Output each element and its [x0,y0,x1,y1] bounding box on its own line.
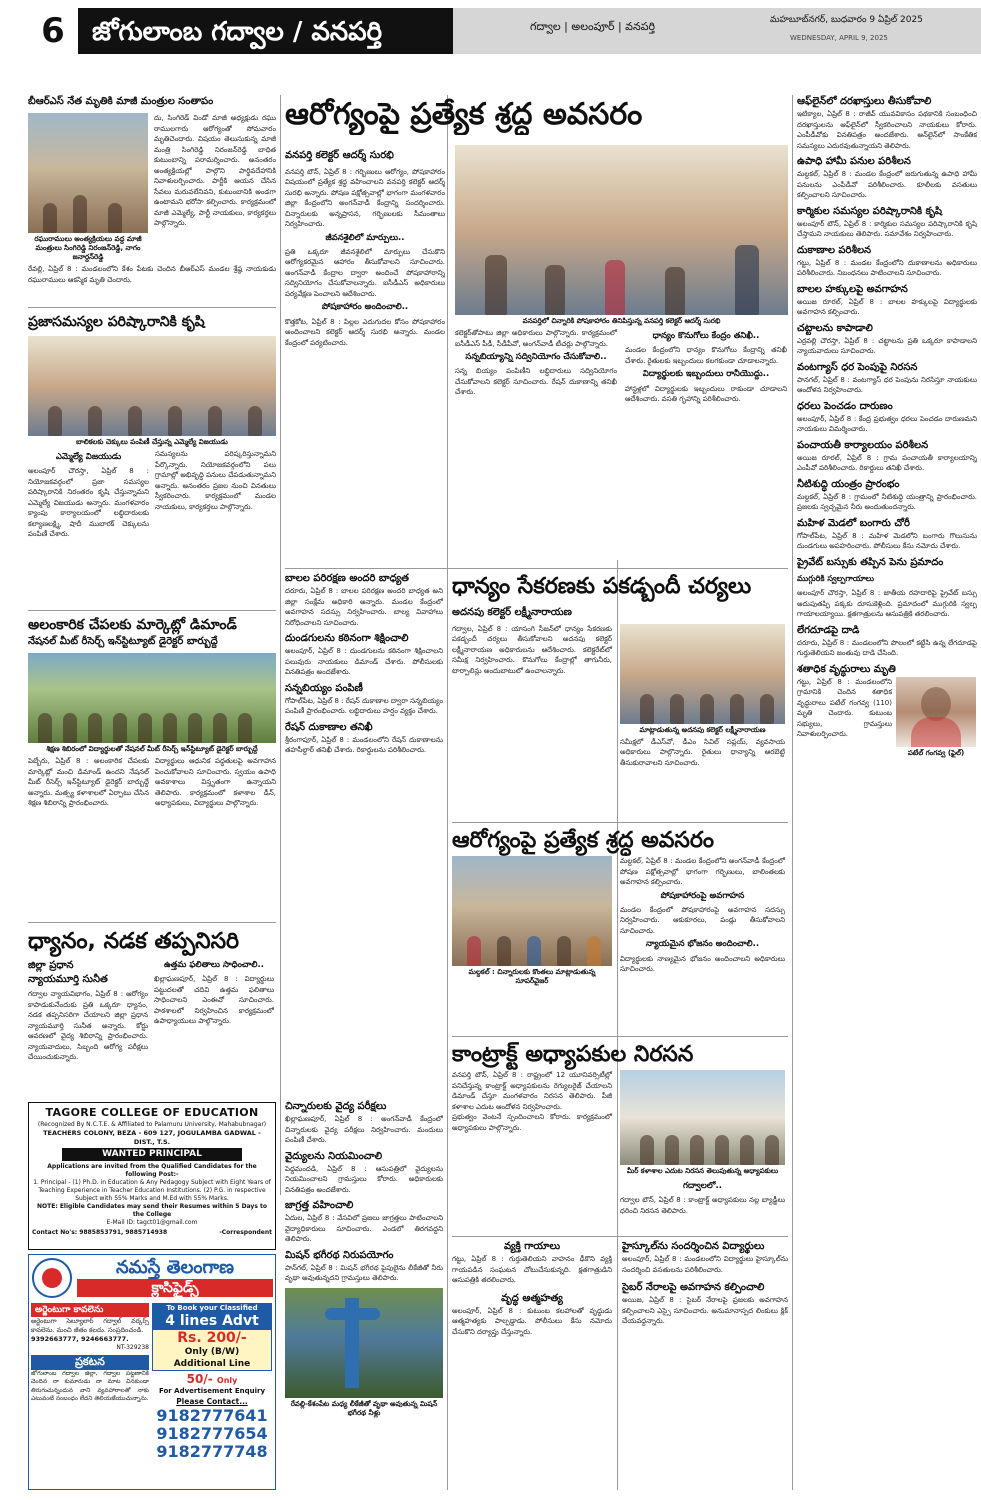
body-text: దరూరు, ఏప్రిల్ 8 : మండలంలోని పొలంలో కట్టేసి ఉన్న లేగదూడపై గుర్తుతెలియని జంతువు దాడి చేసింది. [797,638,977,658]
ad-contact: Contact No's: 9885853791, 9885714938 [32,1228,168,1236]
phone-3: 9182777748 [156,1442,268,1462]
body-text: గద్వాల న్యాయవిభాగం, ఏప్రిల్ 8 : ఆరోగ్యం కాపాడుకునేందుకు ప్రతి ఒక్కరూ ధ్యానం, నడక తప్పనిసరిగా చేయాలని జిల్లా ప్రధాన న్యాయమూర్తి సునీత అన్నారు. కోర్టు ఆవరణలో వైద్య శిబిరాన్ని ప్రారంభించారు. న్యాయవాదులు, సిబ్బంది ఆరోగ్య పరీక్షలు చేయించుకున్నారు. [28,990,148,1061]
body-text: గోపాల్‌పేట, ఏప్రిల్ 8 : రేషన్ దుకాణాల ద్వారా సన్నబియ్యం పంపిణీ ప్రారంభించారు. లబ్ధిదారులు హర్షం వ్యక్తం చేశారు. [285,696,443,715]
center-narrow-bottom [285,1100,443,1490]
headline: ధాన్యం సేకరణకు పకడ్బందీ చర్యలు [452,574,752,599]
extra-only: Only [216,1376,238,1386]
headline: మిషన్ భగీరథ నిరుపయోగం [285,1249,394,1261]
sub-headline: న్యాయమైన భోజనం అందించాలి.. [645,939,760,950]
masthead-date: మహబూబ్‌నగర్, బుధవారం 9 ఏప్రిల్ 2025 [770,15,923,25]
enquiry: For Advertisement Enquiry [158,1387,266,1396]
photo-protest [620,1070,785,1165]
headline: చిన్నారులకు వైద్య పరీక్షలు [285,1101,387,1112]
photo-collector-feeding [455,145,788,315]
column-rule [792,95,793,1490]
body-text: పెబ్బేరు, ఏప్రిల్ 8 : అలంకారిక చేపలకు మార్కెట్లో మంచి డిమాండ్ ఉందని నేషనల్ మీట్ రీసెర్చ్ ఇన్‌స్టిట్యూట్ డైరెక్టర్ బార్బుద్దే అన్నారు. మత్స్య కళాశాలలో ఏర్పాటు చేసిన శిక్షణ శిబిరాన్ని ప్రారంభించారు. [28,757,149,807]
byline: వనపర్తి కలెక్టర్ ఆదర్శ్ సురభి [285,150,394,161]
story-ornamental-fish [28,615,276,920]
headline: దుండగులను కఠినంగా శిక్షించాలి [285,633,409,644]
masthead-places: గద్వాల | అలంపూర్ | వనపర్తి [530,20,656,33]
job-text: అర్జెంటుగా సెల్యూలార్ గద్వాల్ వర్కర్స్ కావలెను. మంచి జీతం కలదు. సంప్రదించండి. [31,1317,149,1335]
body-text: అలంపూర్ టౌన్, ఏప్రిల్ 8 : కార్మికుల సమస్యల పరిష్కారానికి కృషి చేస్తామని నాయకులు తెలిపారు. సమావేశం నిర్వహించారు. [797,219,977,238]
ad-line: NOTE: Eligible Candidates may send their Resumes within 5 Days to the College [37,1202,267,1218]
body-text: అలంపూర్, ఏప్రిల్ 8 : కుటుంబ కలహాలతో వృద్ధుడు ఆత్మహత్యకు పాల్పడ్డాడు. పోలీసులు కేసు నమోదు చేసుకొని దర్యాప్తు చేస్తున్నారు. [452,1306,612,1336]
byline: న్యాయమూర్తి సునీత [28,973,108,985]
photo-caption: మల్దకల్ : చిన్నారులకు కొంతలు మాట్లాడుతున్న సూపర్‌వైజర్ [468,968,596,985]
photo-caption: మీర్ కళాశాల ఎదుట నిరసన తెలుపుతున్న అధ్యాపకులు [626,1167,779,1175]
body-text: దరూరు, ఏప్రిల్ 8 : బాలల పరిరక్షణ అందరి బాధ్యత అని జిల్లా సంక్షేమ అధికారి అన్నారు. మండల కేంద్రంలో అవగాహన సదస్సు నిర్వహించారు. బాల్య వివాహాలు నిరోధించాలని సూచించారు. [285,587,443,627]
headline: లేగదూడపై దాడి [797,624,860,636]
body-text: దు, సింగిరెడ్ విండో మాజీ అధ్యక్షుడు రఘు రాములగారు ఆరోగ్యంతో సోమవారం మృతిచెందారు. విషయం తెలుసుకున్న మాజీ మంత్రి సింగిరెడ్డి నిరంజన్‌రెడ్డి బాధిత కుటుంబాన్ని పరామర్శించారు. అనంతరం అంత్యక్రియల్లో పాల్గొని పార్థివదేహానికి నివాళులర్పించారు. పార్టీకి ఆయన చేసిన సేవలు మరువలేనివని, కుటుంబానికి అండగా ఉంటామని భరోసా కల్పించారు. కార్యక్రమంలో మాజీ ఎమ్మెల్యే, పార్టీ నాయకులు, కార్యకర్తలు పాల్గొన్నారు. [154,114,276,227]
story-meditation [28,927,443,1099]
body-text: పెద్దమందడి, ఏప్రిల్ 8 : ఆసుపత్రిలో వైద్యులను నియమించాలని గ్రామస్తులు కోరారు. అధికారులకు వినతిపత్రం అందజేశారు. [285,1164,443,1194]
body-text: ఏదుల, ఏప్రిల్ 8 : వేసవిలో ప్రజలు జాగ్రత్తలు పాటించాలని వైద్యాధికారులు సూచించారు. ఎండలో తిరగవద్దని తెలిపారు. [285,1214,443,1243]
photo-condolence [28,113,148,233]
sub-headline: ఉత్తమ ఫలితాలు సాధించాలి.. [164,960,264,970]
body-text: గద్వాల టౌన్, ఏప్రిల్ 8 : కాంట్రాక్ట్ అధ్యాపకులు నల్ల బ్యాడ్జీలు ధరించి నిరసన తెలిపారు. [620,1196,785,1215]
body-text: కలెక్టర్‌తోపాటు జిల్లా అధికారులు పాల్గొన్నారు. కార్యక్రమంలో ఐసీడీఎస్ పీడీ, సీడీపీవో, అంగన్‌వాడీ టీచర్లు పాల్గొన్నారు. [455,329,617,348]
page-number: 6 [28,8,78,54]
byline: అదనపు కలెక్టర్ లక్ష్మీనారాయణ [452,607,572,618]
body-text: ప్రభుత్వం వెంటనే స్పందించాలని కోరారు. కార్యక్రమంలో అధ్యాపకులు పాల్గొన్నారు. [452,1113,612,1132]
photo-caption: బాలికలకు చెక్కులు పంపిణీ చేస్తున్న ఎమ్మెల్యే విజయుడు [76,438,228,446]
body-text: వనపర్తి టౌన్, ఏప్రిల్ 8 : గర్భిణులు ఆరోగ్యం, పోషకాహారం విషయంలో ప్రత్యేక శ్రద్ధ వహించాలని వనపర్తి కలెక్టర్ ఆదర్శ్ సురభి అన్నారు. పోషణ పక్షోత్సవాల్లో భాగంగా మంగళవారం జిల్లా కేంద్రంలోని అంగన్‌వాడీ కేంద్రాన్ని సందర్శించారు. చిన్నారులకు అన్నప్రాసన, గర్భిణులకు సీమంతాలు నిర్వహించారు. [285,167,445,228]
body-text: పానగల్, ఏప్రిల్ 8 : వంటగ్యాస్ ధర పెంపును నిరసిస్తూ నాయకులు ఆందోళన నిర్వహించారు. [797,375,977,394]
photo-caption: రఘురాములు అంత్యక్రియలు వద్ద మాజీ మంత్రులు సింగిరెడ్డి నిరంజన్‌రెడ్డి, నాగం జనార్దన్‌రెడ్డి [34,235,142,261]
sub-headline: విద్యార్థులకు ఇబ్బందులు రానీయొద్దు.. [642,369,770,380]
section-title: జోగులాంబ గద్వాల / వనపర్తి [92,17,383,47]
college-name: TAGORE COLLEGE OF EDUCATION [45,1106,259,1119]
photo-elderly-woman [896,677,976,747]
ad-line: TEACHERS COLONY, BEZA - 609 127, JOGULAMBA GADWAL - DIST., T.S. [43,1128,261,1146]
additional-line: Additional Line [173,1359,251,1370]
photo-caption: శిక్షణ శిబిరంలో విద్యార్థులతో నేషనల్ మీట్ రీసెర్చ్ ఇన్‌స్టిట్యూట్ డైరెక్టర్ బార్బుద్దే [46,745,258,753]
headline: ఉపాధి హామీ పనుల పరిశీలన [797,156,911,167]
headline: కాంట్రాక్ట్ అధ్యాపకుల నిరసన [452,1042,694,1067]
headline: శతాధిక వృద్ధురాలు మృతి [797,663,896,675]
headline: హైస్కూల్‌ను సందర్శించిన విద్యార్థులు [622,1241,765,1252]
headline: ధరలు పెంచడం దారుణం [797,400,893,412]
book-line: To Book your Classified [152,1303,272,1313]
price: Rs. 200/- [177,1330,247,1346]
photo-pipeline-leak [285,1288,443,1398]
sub-headline: పోషకాహారంపై అవగాహన [660,890,745,901]
headline: పంచాయతీ కార్యాలయం పరిశీలన [797,439,929,451]
notice-text: జోగులాంబ గద్వాల జిల్లా, గద్వాల పట్టణానికి చెందిన నా కుమారుడు నా మాట వినకుండా తిరుగుచున్నందున వాని వ్యవహారాలతో నాకు ఎటువంటి సంబంధం లేదని తెలియజేయుచున్నాను. [31,1369,149,1403]
photo-cheque-distribution [28,336,276,436]
body-text: హాస్టళ్లలో విద్యార్థులకు ఇబ్బందులు రాకుండా చూడాలని ఆదేశించారు. వసతి గృహాన్ని పరిశీలించారు. [625,384,787,404]
headline: ఆరోగ్యంపై ప్రత్యేక శ్రద్ధ అవసరం [452,828,715,853]
photo-training-camp [28,653,276,743]
right-column [797,95,977,1490]
body-text: అలంపూర్ చౌరస్తా, ఏప్రిల్ 8 : జాతీయ రహదారిపై ప్రైవేట్ బస్సు అదుపుతప్పి పక్కకు దూసుకెళ్లింది. ప్రమాదంలో ముగ్గురికి స్వల్ప గాయాలయ్యాయి. క్షతగాత్రులను ఆసుపత్రికి తరలించారు. [797,589,977,619]
job-phone: 9392663777, 9246663777. [31,1335,129,1344]
headline: ప్రజాసమస్యల పరిష్కారానికి కృషి [28,314,205,330]
ad-correspondent: -Correspondent [219,1228,272,1236]
headline: జాగ్రత్త వహించాలి [285,1200,354,1211]
headline: అలంకారిక చేపలకు మార్కెట్లో డిమాండ్ [28,617,237,633]
headline: ధ్యానం, నడక తప్పనిసరి [28,929,240,954]
body-text: శ్రీరంగాపూర్, ఏప్రిల్ 8 : మండలంలోని రేషన్ దుకాణాలను తహసీల్దార్ తనిఖీ చేశారు. రికార్డులను పరిశీలించారు. [285,735,443,754]
classifieds-title: నమస్తే తెలంగాణ [77,1257,273,1279]
center-narrow-top [285,572,443,922]
job-code: NT-329238 [116,1343,149,1351]
body-text: ఖిల్లాఘణపూర్, ఏప్రిల్ 8 : విద్యార్థులు పట్టుదలతో చదివి ఉత్తమ ఫలితాలు సాధించాలని ఎంఈవో సూచించారు. పాఠశాలలో నిర్వహించిన కార్యక్రమంలో ఉపాధ్యాయులు పాల్గొన్నారు. [154,975,274,1026]
story-public-issues [28,312,276,612]
byline: ముగ్గురికి స్వల్పగాయాలు [797,573,874,583]
photo-caption: వనపర్తిలో చిన్నారికి పోషకాహారం తినిపిస్తున్న వనపర్తి కలెక్టర్ ఆదర్శ్ సురభి [522,317,721,325]
classifieds-logo-seal [32,1258,72,1298]
story-brs-condolence [28,95,276,305]
headline: నీటిశుద్ధి యంత్రం ప్రారంభం [797,478,900,490]
photo-caption: రేవల్లి-కేశంపేట మధ్య లీకేజీతో వృథా అవుతున్న మిషన్ భగీరథ నీళ్లు [290,1399,438,1417]
main-story-col1 [285,145,445,565]
body-text: అయిజ రూరల్, ఏప్రిల్ 8 : బాలల హక్కులపై విద్యార్థులకు అవగాహన కల్పించారు. [797,297,977,316]
extra-price: 50/- [186,1372,213,1387]
body-text: అలంపూర్, ఏప్రిల్ 8 : దుండగులను కఠినంగా శిక్షించాలని పలువురు నాయకులు డిమాండ్ చేశారు. పోలీసులకు వినతిపత్రం అందజేశారు. [285,647,443,676]
body-text: అయిజ, ఏప్రిల్ 8 : సైబర్ నేరాలపై ప్రజలకు అవగాహన కల్పించాలని ఎస్సై సూచించారు. అనుమానాస్పద లింకులు క్లిక్ చేయవద్దన్నారు. [622,1296,788,1325]
ad-line: Applications are invited from the Qualified Candidates for the following Post:- [47,1162,257,1178]
please-contact: Please Contact... [176,1396,248,1406]
headline: బాలల హక్కులపై అవగాహన [797,283,908,295]
main-headline-wrap [285,95,788,137]
body-text: రేవల్లి, ఏప్రిల్ 8 : మండలంలోని కేశం పేటకు చెందిన బీఆర్ఎస్ మండల శ్రేష్ఠ నాయకుడు రఘురాములు ఆకస్మిక మృతి చెందారు. [28,265,276,284]
ad-email: E-Mail ID: tagct01@gmail.com [106,1218,198,1226]
body-text: మల్దకల్, ఏప్రిల్ 8 : మండల కేంద్రంలోని అంగన్‌వాడీ కేంద్రంలో పోషణ పక్షోత్సవాల్లో భాగంగా గర్భిణులు, బాలింతలకు అవగాహన కల్పించారు. [620,857,785,886]
photo-review-meeting [620,624,785,724]
body-text: అలంపూర్ చౌరస్తా, ఏప్రిల్ 8 : నియోజకవర్గంలో ప్రజా సమస్యల పరిష్కారానికి నిరంతరం కృషి చేస్తున్నామని ఎమ్మెల్యే విజయుడు అన్నారు. మంగళవారం క్యాంపు కార్యాలయంలో లబ్ధిదారులకు కల్యాణలక్ష్మి, షాదీ ముబారక్ చెక్కులను పంపిణీ చేశారు. [28,467,149,539]
body-text: గద్వాల, ఏప్రిల్ 8 : యాసంగి సీజన్‌లో ధాన్యం సేకరణకు పకడ్బందీ చర్యలు తీసుకోవాలని అదనపు కలెక్టర్ లక్ష్మీనారాయణ అధికారులను ఆదేశించారు. కలెక్టరేట్‌లో సమీక్ష నిర్వహించారు. కొనుగోలు కేంద్రాల్లో తాగునీరు, టార్పాలిన్లు అందుబాటులో ఉంచాలన్నారు. [452,624,612,675]
headline: బీఆర్ఎస్ నేత మృతికి మాజీ మంత్రుల సంతాపం [28,96,214,107]
headline: సైబర్ నేరాలపై అవగాహన కల్పించాలి [622,1282,765,1293]
masthead [0,0,981,60]
story-grain-procurement [452,572,788,822]
body-text: వనపర్తి టౌన్, ఏప్రిల్ 8 : రాష్ట్రంలో 12 యూనివర్సిటీల్లో పనిచేస్తున్న కాంట్రాక్ట్ అధ్యాపకులను రెగ్యులరైజ్ చేయాలని డిమాండ్ చేస్తూ మంగళవారం నిరసన తెలిపారు. పీజీ కళాశాల ఎదుట ఆందోళన నిర్వహించారు. [452,1071,612,1111]
sub-headline: జీవనశైలిలో మార్పులు.. [325,232,405,243]
body-text: సన్న బియ్యం పంపిణీని లబ్ధిదారులు సద్వినియోగం చేసుకోవాలని కలెక్టర్ సూచించారు. రేషన్ దుకాణాన్ని తనిఖీ చేశారు. [455,367,617,397]
body-text: అలంపూర్, ఏప్రిల్ 8 : మండలంలోని విద్యార్థులు హైస్కూల్‌ను సందర్శించి వసతులను పరిశీలించారు. [622,1255,788,1274]
byline: జిల్లా ప్రధాన [28,960,74,971]
headline: రేషన్ దుకాణాల తనిఖీ [285,721,373,733]
body-text: గట్టు, ఏప్రిల్ 8 : మండలంలోని గ్రామానికి చెందిన శతాధిక వృద్ధురాలు పటేల్ గంగవ్వ (110) మృతి చెందారు. కుటుంబ సభ్యులు, గ్రామస్తులు నివాళులర్పించారు. [797,677,892,739]
ad-classifieds [28,1254,276,1490]
sub-headline: ఎమ్మెల్యే విజయుడు [55,452,122,462]
mid-bottom-left [452,1240,612,1490]
body-text: గోపాల్‌పేట, ఏప్రిల్ 8 : మహిళ మెడలోని బంగారు గొలుసును దుండగులు అపహరించారు. పోలీసులు కేసు నమోదు చేశారు. [797,531,977,550]
headline: ఆఫ్‌లైన్‌లో దరఖాస్తులు తీసుకోవాలి [797,96,932,107]
headline: వంటగ్యాస్ ధర పెంపుపై నిరసన [797,361,918,373]
classifieds-subtitle: క్లాసిఫైడ్స్ [77,1279,273,1297]
story-health-maldakal [452,826,788,1036]
phone-2: 9182777654 [156,1424,268,1444]
photo-anganwadi [452,856,612,966]
body-text: మండల కేంద్రంలో పోషకాహారంపై అవగాహన సదస్సు నిర్వహించారు. ఆకుకూరలు, పండ్లు తీసుకోవాలని సూచించారు. [620,905,785,935]
price-bw: Only (B/W) [184,1347,240,1357]
body-text: ఖిల్లాఘణపూర్, ఏప్రిల్ 8 : అంగన్‌వాడీ కేంద్రంలో చిన్నారులకు వైద్య పరీక్షలు నిర్వహించారు. మందులు పంపిణీ చేశారు. [285,1115,443,1144]
body-text: అయిజ రూరల్, ఏప్రిల్ 8 : గ్రామ పంచాయతీ కార్యాలయాన్ని ఎంపీవో పరిశీలించారు. రికార్డులు తనిఖీ చేశారు. [797,453,977,472]
headline: కార్మికుల సమస్యల పరిష్కారానికి కృషి [797,205,942,217]
body-text: గట్టు, ఏప్రిల్ 8 : గుర్తుతెలియని వాహనం ఢీకొని వ్యక్తి గాయపడిన సంఘటన చోటుచేసుకున్నది. క్షతగాత్రుడిని ఆసుపత్రికి తరలించారు. [452,1255,612,1284]
headline: వృద్ధ ఆత్మహత్య [501,1292,563,1304]
job-tag: అర్జెంటుగా కావలెను [31,1303,149,1317]
photo-caption: మాట్లాడుతున్న అదనపు కలెక్టర్ లక్ష్మీనారాయణ [639,725,766,734]
body-text: ఇటిక్యాల, ఏప్రిల్ 8 : రాజీవ్ యువవికాసం పథకానికి సంబంధించి దరఖాస్తులను ఆఫ్‌లైన్‌లో స్వీకరించాలని నాయకులు కోరారు. ఎంపీడీవోకు వినతిపత్రం అందజేశారు. ఆన్‌లైన్‌లో సాంకేతిక సమస్యలు ఎదురవుతున్నాయని తెలిపారు. [797,110,977,150]
body-text: మండల కేంద్రంలోని ధాన్యం కొనుగోలు కేంద్రాన్ని తనిఖీ చేశారు. రైతులకు ఇబ్బందులు కలగకుండా చూడాలన్నారు. [625,346,787,365]
body-text: మల్దకల్, ఏప్రిల్ 8 : గ్రామంలో నీటిశుద్ధి యంత్రాన్ని ప్రారంభించారు. ప్రజలకు స్వచ్ఛమైన నీరు అందుతుందన్నారు. [797,492,977,511]
column-rule [447,95,448,1490]
body-text: విద్యార్థులకు నాణ్యమైన భోజనం అందించాలని అధికారులు సూచించారు. [620,954,785,974]
headline: చట్టాలను కాపాడాలి [797,322,873,334]
masthead-date-en: WEDNESDAY, APRIL 9, 2025 [790,34,888,42]
headline: ప్రైవేట్ బస్సుకు తప్పిన పెను ప్రమాదం [797,556,944,568]
sub-headline: పోషకాహారం అందించాలి.. [321,302,409,313]
body-text: మల్దకల్, ఏప్రిల్ 8 : మండల కేంద్రంలో జరుగుతున్న ఉపాధి హామీ పనులను ఎంపీడీవో పరిశీలించారు. కూలీలకు వసతులు కల్పించాలని సూచించారు. [797,170,977,199]
headline: బాలల పరిరక్షణ అందరి బాధ్యత [285,573,409,584]
headline: సన్నబియ్యం పంపిణీ [285,682,363,694]
ad-college [28,1102,276,1250]
photo-caption: పటేల్ గంగవ్వ (ఫైల్) [907,748,965,757]
mid-bottom-right [622,1240,788,1490]
story-contract-lecturers [452,1040,788,1235]
body-text: అలంపూర్, ఏప్రిల్ 8 : కేంద్ర ప్రభుత్వం ధరలు పెంచడం దారుణమని నాయకులు విమర్శించారు. [797,414,977,433]
phone-1: 9182777641 [156,1406,268,1426]
sub-headline: సన్నబియ్యాన్ని సద్వినియోగం చేసుకోవాలి.. [465,352,607,362]
sub-headline: ధాన్యం కొనుగోలు కేంద్రం తనిఖీ.. [652,331,760,341]
body-text: విద్యార్థులు ఆధునిక పద్ధతులపై అవగాహన పెంచుకోవాలని సూచించారు. స్వయం ఉపాధి అవకాశాలు విస్తృతంగా ఉన్నాయని తెలిపారు. కార్యక్రమంలో కళాశాల డీన్, అధ్యాపకులు, విద్యార్థులు పాల్గొన్నారు. [155,757,276,807]
headline: వైద్యులను నియమించాలి [285,1150,383,1162]
headline: దుకాణాల పరిశీలన [797,244,872,256]
wanted-banner: WANTED PRINCIPAL [62,1148,242,1160]
notice-tag: ప్రకటన [31,1355,149,1370]
body-text: గట్టు, ఏప్రిల్ 8 : మండల కేంద్రంలోని దుకాణాలను అధికారులు పరిశీలించారు. నిబంధనలు పాటించాలని సూచించారు. [797,258,977,277]
body-text: ప్రతి ఒక్కరూ జీవనశైలిలో మార్పులు చేసుకొని ఆరోగ్యకరమైన ఆహారం తీసుకోవాలని సూచించారు. అంగన్‌వాడీ కేంద్రాల ద్వారా అందించే పోషకాహారాన్ని సద్వినియోగం చేసుకోవాలన్నారు. ఐసీడీఎస్ అధికారులు పర్యవేక్షణ పెంచాలని ఆదేశించారు. [285,247,445,298]
body-text: ఎర్రవల్లి చౌరస్తా, ఏప్రిల్ 8 : చట్టాలను ప్రతి ఒక్కరూ కాపాడాలని న్యాయవాదులు సూచించారు. [797,336,977,355]
lines-advt: 4 lines Advt [152,1313,272,1329]
main-headline: ఆరోగ్యంపై ప్రత్యేక శ్రద్ధ అవసరం [285,97,643,132]
ad-line: (Recognized By N.C.T.E. & Affiliated to Palamuru University, Mahabubnagar) [37,1120,267,1128]
headline: మహిళ మెడలో బంగారు చోరీ [797,517,910,529]
headline-line2: నేషనల్ మీట్ రీసెర్చ్ ఇన్‌స్టిట్యూట్ డైరెక్టర్ బార్బుద్దే [28,636,218,647]
body-text: సమీక్షలో డీఎస్‌వో, డీఎం సివిల్ సప్లయ్, వ్యవసాయ అధికారులు పాల్గొన్నారు. రైతులు ధాన్యాన్ని ఆరబెట్టి తీసుకురావాలని సూచించారు. [620,737,785,767]
main-story-photo-area [455,145,788,565]
sub-headline: గద్వాలలో.. [683,1181,722,1191]
body-text: కొత్తకోట, ఏప్రిల్ 8 : పిల్లల ఎదుగుదల కోసం పోషకాహారం అందించాలని కలెక్టర్ ఆదర్శ్ సురభి అన్నారు. మండల కేంద్రంలో పర్యటించారు. [285,317,445,347]
body-text: సమస్యలను పరిష్కరిస్తున్నామని పేర్కొన్నారు. నియోజకవర్గంలోని పలు గ్రామాల్లో అభివృద్ధి పనులు చేపడుతున్నామని అన్నారు. అనంతరం ప్రజల నుంచి వినతులు స్వీకరించారు. కార్యక్రమంలో మండల నాయకులు, కార్యకర్తలు పాల్గొన్నారు. [155,450,276,511]
body-text: పాన్‌గల్, ఏప్రిల్ 8 : మిషన్ భగీరథ పైపులైను లీకేజీతో నీరు వృథా అవుతున్నదని గ్రామస్తులు తెలిపారు. [285,1263,443,1282]
headline: వ్యక్తి గాయాలు [503,1241,561,1252]
ad-line: 1. Principal - (1) Ph.D. in Education & Any Pedagogy Subject with Eight Years of Teaching Experience in Teacher Education Institutions. (2) P.G. in respective Subject with 55% Marks and M.Ed with 55% Marks. [33,1178,271,1202]
